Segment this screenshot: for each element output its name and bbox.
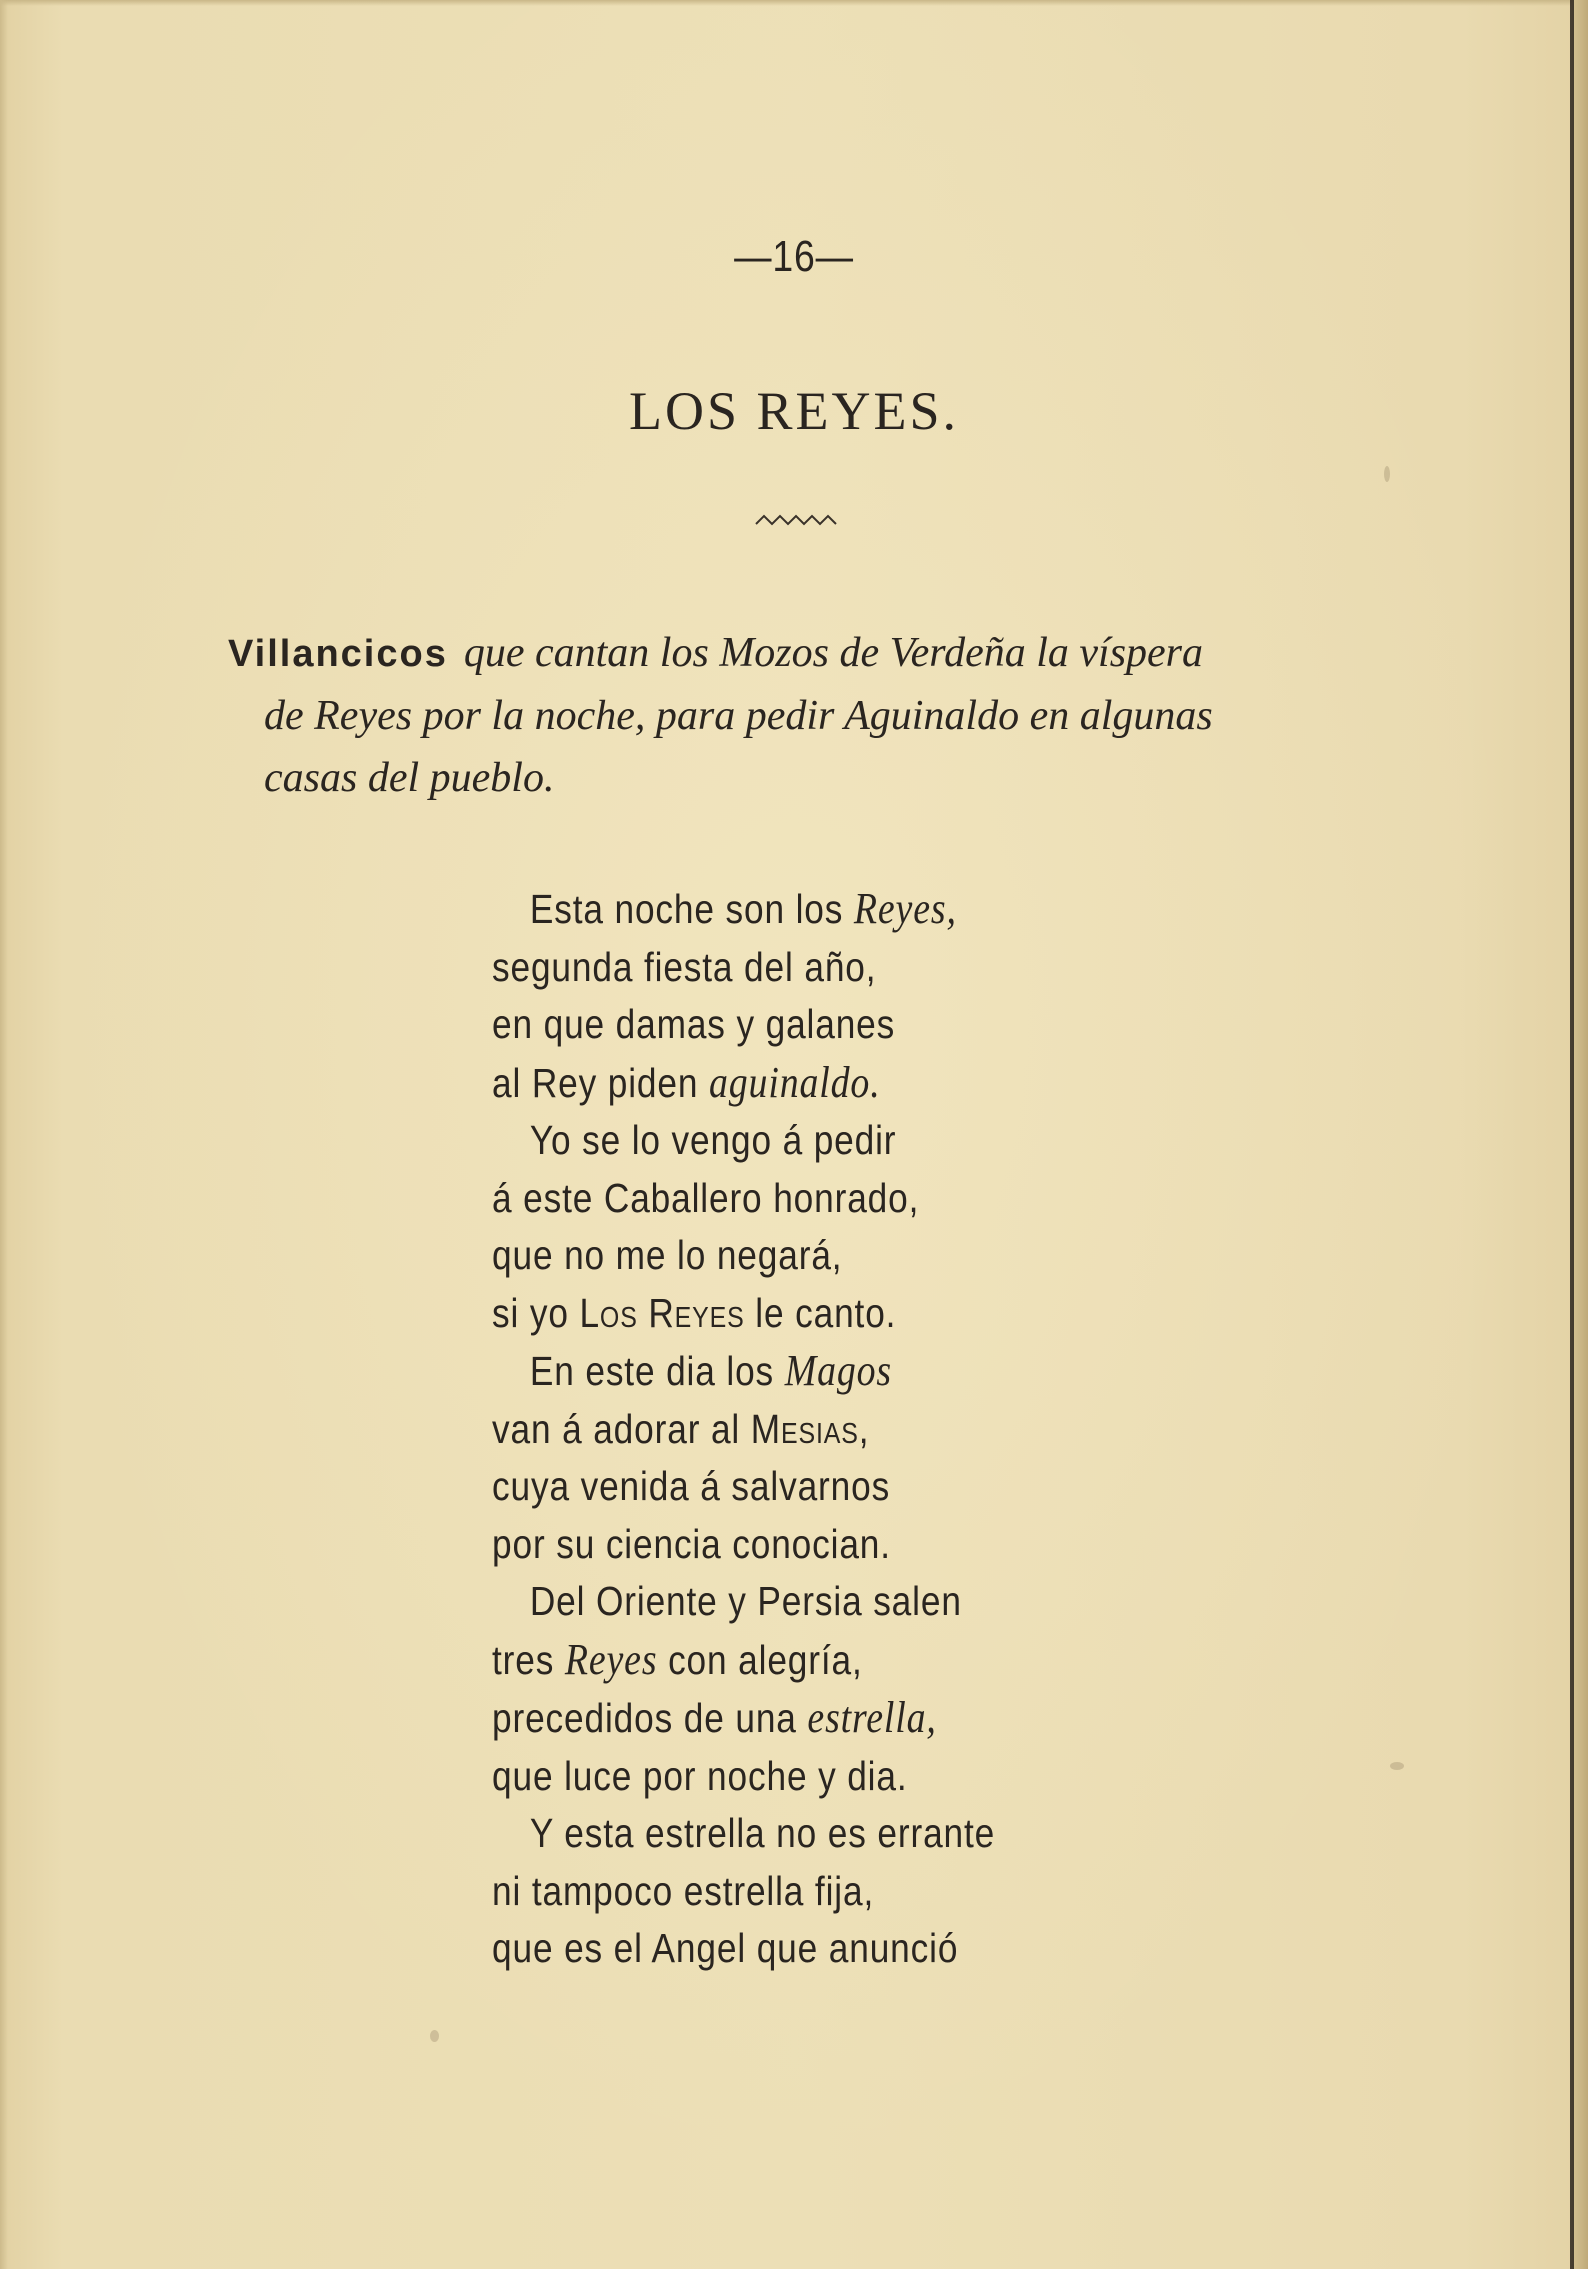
verse-line	[492, 1227, 1266, 1285]
verse-block	[492, 880, 1392, 1978]
verse-line	[492, 880, 1266, 939]
verse-line	[492, 1170, 1266, 1228]
verse-text: por su ciencia conocian.	[492, 1520, 891, 1567]
verse-text: Esta noche son los	[529, 886, 854, 932]
verse-text: Mesias,	[750, 1405, 870, 1452]
intro-line-1-text: que cantan los Mozos de Verdeña la víspera	[463, 630, 1204, 676]
verse-line	[492, 1401, 1266, 1459]
verse-text: Del Oriente y Persia salen	[529, 1578, 962, 1624]
verse-text: á este Caballero honrado,	[492, 1174, 920, 1221]
verse-text: En este dia los	[529, 1348, 785, 1394]
verse-line	[492, 1054, 1266, 1113]
verse-text: que no me lo negará,	[492, 1232, 843, 1278]
ink-speck	[430, 2030, 439, 2042]
verse-text: van á adorar al	[492, 1405, 751, 1452]
verse-text: que es el Angel que anunció	[492, 1925, 959, 1971]
intro-line-1	[228, 622, 1408, 685]
verse-text: tres	[492, 1636, 565, 1683]
verse-text: Y esta estrella no es errante	[529, 1810, 996, 1856]
verse-text: Reyes	[564, 1634, 658, 1684]
page-top-edge	[0, 0, 1588, 6]
verse-text: Magos	[784, 1346, 893, 1395]
intro-lead-word: Villancicos	[228, 633, 448, 675]
intro-line-3: casas del pueblo.	[264, 755, 555, 801]
verse-line	[492, 1805, 1266, 1863]
verse-text: segunda fiesta del año,	[492, 943, 877, 990]
verse-text: que luce por noche y dia.	[492, 1752, 908, 1799]
verse-line	[492, 1631, 1266, 1690]
verse-line	[492, 1920, 1266, 1978]
verse-text: aguinaldo.	[709, 1057, 881, 1107]
verse-text: precedidos de una	[492, 1695, 808, 1741]
verse-text: Reyes,	[853, 884, 957, 933]
ink-speck	[1384, 466, 1390, 482]
verse-line	[492, 1342, 1266, 1401]
page-number: —16—	[734, 232, 854, 281]
verse-text: al Rey piden	[492, 1059, 710, 1106]
verse-text: le canto.	[744, 1289, 897, 1336]
verse-line	[492, 1516, 1266, 1574]
verse-text: ni tampoco estrella fija,	[492, 1867, 875, 1914]
verse-text: Yo se lo vengo á pedir	[529, 1117, 897, 1163]
verse-line	[492, 1112, 1266, 1170]
verse-line	[492, 1689, 1266, 1748]
verse-text: en que damas y galanes	[492, 1001, 896, 1047]
verse-line	[492, 1863, 1266, 1921]
intro-paragraph	[228, 622, 1408, 809]
verse-line	[492, 939, 1266, 997]
verse-line	[492, 1458, 1266, 1516]
verse-text: Los Reyes	[579, 1289, 745, 1336]
verse-line	[492, 1748, 1266, 1806]
section-title: LOS REYES.	[628, 381, 960, 441]
ornament-flourish	[754, 510, 844, 530]
verse-line	[492, 1285, 1266, 1343]
binding-strip	[1572, 0, 1588, 2269]
verse-text: cuya venida á salvarnos	[492, 1463, 891, 1509]
verse-text: estrella,	[807, 1693, 937, 1742]
ink-speck	[1390, 1762, 1404, 1770]
verse-line	[492, 996, 1266, 1054]
verse-line	[492, 1573, 1266, 1631]
verse-text: con alegría,	[657, 1636, 863, 1683]
binding-edge-line	[1570, 0, 1574, 2269]
intro-line-2: de Reyes por la noche, para pedir Aguinaldo en algunas	[264, 693, 1213, 739]
page-left-edge	[0, 0, 8, 2269]
verse-text: si yo	[492, 1289, 580, 1336]
